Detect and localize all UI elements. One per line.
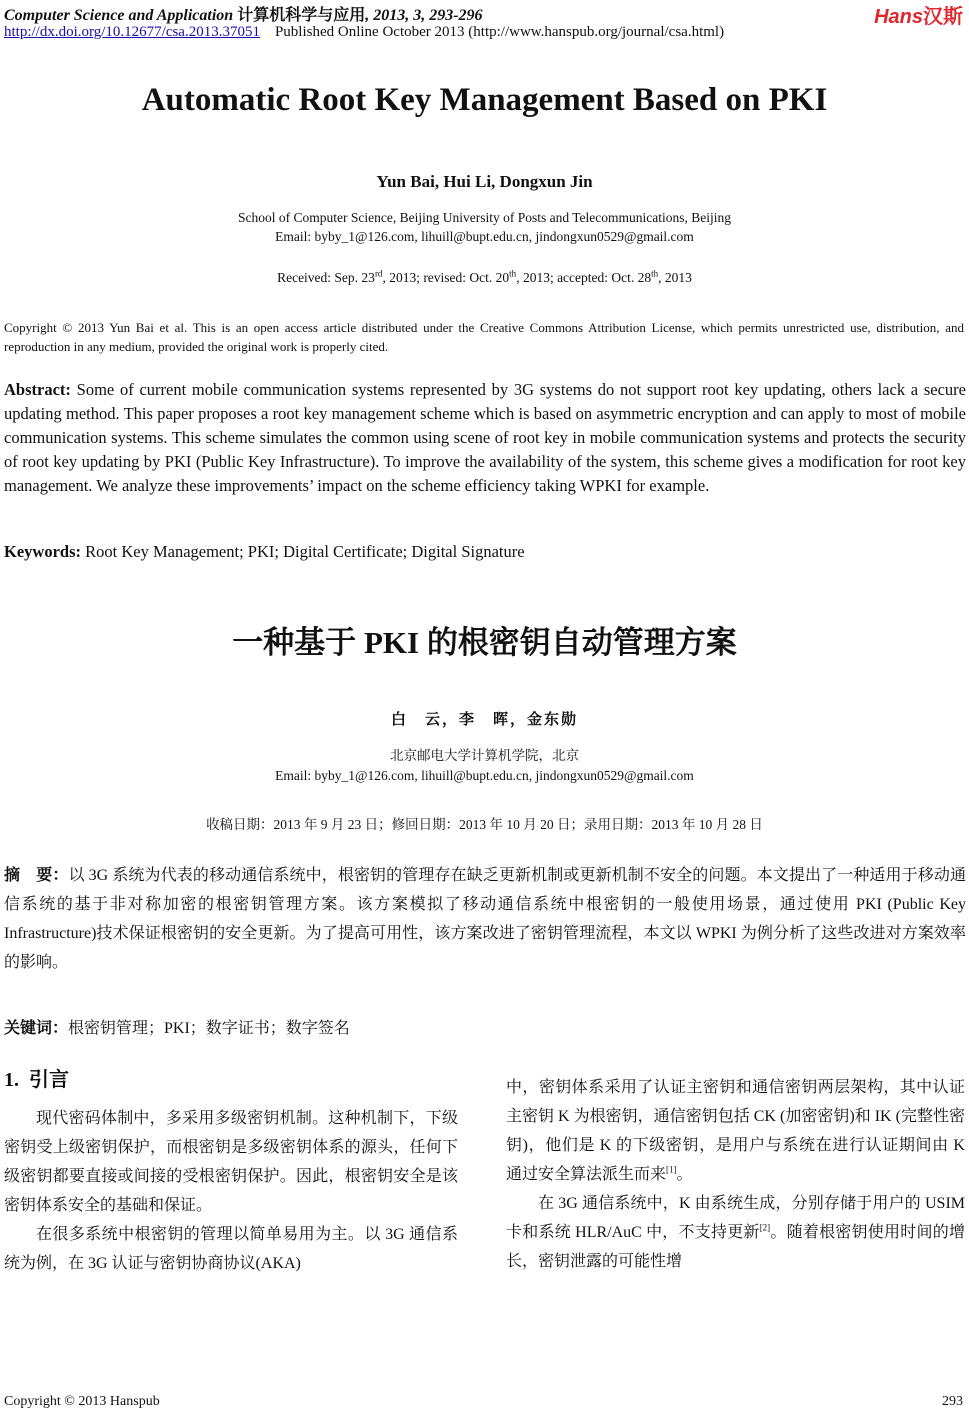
paragraph: 在很多系统中根密钥的管理以简单易用为主。以 3G 通信系统为例，在 3G 认证与密钥协商协议(AKA) — [4, 1226, 458, 1272]
received-text: Received: Sep. 23 — [277, 270, 375, 285]
email-en: Email: byby_1@126.com, lihuill@bupt.edu.cn, jindongxun0529@gmail.com — [275, 229, 694, 244]
paper-title-cn — [0, 617, 969, 662]
keywords-label-en: Keywords: — [4, 542, 81, 561]
paragraph — [506, 1189, 965, 1276]
affiliation-en: School of Computer Science, Beijing University of Posts and Telecommunications, Beijing — [238, 210, 731, 225]
title-cn-part-a: 一种基于 — [232, 625, 357, 661]
abstract-en — [4, 378, 966, 498]
abstract-label-cn: 摘 要： — [4, 865, 69, 884]
keywords-text-en: Root Key Management; PKI; Digital Certificate; Digital Signature — [85, 542, 525, 561]
authors-cn: 白 云，李 晖，金东勋 — [390, 712, 578, 728]
abstract-cn — [4, 860, 966, 977]
ordinal-suffix: th — [651, 268, 659, 279]
ordinal-suffix: rd — [374, 268, 383, 279]
abstract-text-cn: 以 3G 系统为代表的移动通信系统中，根密钥的管理存在缺乏更新机制或更新机制不安全的问题。本文提出了一种适用于移动通信系统的基于非对称加密的根密钥管理方案。该方案模拟了移动通信系统中根密钥的一般使用场景，通过使用 PKI (Public Key Infrastructure)技术保证根密钥的安全更新。为了提高可用性，该方案改进了密钥管理流程，本文以 WPKI 为例分析了这些改进对方案效率的影响。 — [4, 867, 966, 971]
title-cn-part-b: 的根密钥自动管理方案 — [426, 625, 737, 661]
doi-line — [4, 24, 724, 41]
journal-name-en: Computer Science and Application — [4, 7, 234, 24]
received-dates-en — [0, 270, 969, 286]
paragraph-end: 。 — [676, 1166, 693, 1183]
citation-ref[interactable]: [2] — [759, 1222, 771, 1233]
journal-header — [4, 2, 483, 25]
paragraph — [506, 1073, 965, 1189]
publisher-logo — [874, 0, 963, 29]
paper-title-en: Automatic Root Key Management Based on PKI — [141, 82, 828, 118]
accepted-text: , 2013; accepted: Oct. 28 — [516, 270, 652, 285]
dates-cn: 收稿日期：2013 年 9 月 23 日；修回日期：2013 年 10 月 20 日；录用日期：2013 年 10 月 28 日 — [206, 817, 763, 832]
citation-ref[interactable]: [1] — [666, 1164, 677, 1175]
doi-link[interactable]: http://dx.doi.org/10.12677/csa.2013.37051 — [4, 24, 260, 40]
keywords-en — [4, 542, 525, 562]
abstract-text-en: Some of current mobile communication systems represented by 3G systems do not support root key updating, others lack a secure updating method. This paper proposes a root key management scheme which is based on asymmetric encryption and can apply to most of mobile communication systems. This scheme simulates the common using scene of root key in mobile communication systems and protects the security of root key updating by PKI (Public Key Infrastructure). To improve the availability of the system, this scheme gives a modification for root key management. We analyze these improvements’ impact on the scheme efficiency taking WPKI for example. — [4, 380, 967, 495]
keywords-label-cn: 关键词： — [4, 1018, 69, 1037]
paragraph: 现代密码体制中，多采用多级密钥机制。这种机制下，下级密钥受上级密钥保护，而根密钥是多级密钥体系的源头，任何下级密钥都要直接或间接的受根密钥保护。因此，根密钥安全是该密钥体系安全的基础和保证。 — [4, 1110, 458, 1214]
paragraph-text: 中，密钥体系采用了认证主密钥和通信密钥两层架构，其中认证主密钥 K 为根密钥，通信密钥包括 CK (加密密钥)和 IK (完整性密钥)，他们是 K 的下级密钥，是用户与系统在进行认证期间由 K 通过安全算法派生而来 — [506, 1079, 965, 1183]
year-text: , 2013 — [658, 270, 692, 285]
published-info: Published Online October 2013 (http://www.hanspub.org/journal/csa.html) — [274, 24, 725, 40]
keywords-cn — [4, 1015, 350, 1038]
page-number: 293 — [942, 1394, 963, 1409]
revised-text: , 2013; revised: Oct. 20 — [382, 270, 510, 285]
body-column-right — [506, 1073, 965, 1276]
affiliation-cn: 北京邮电大学计算机学院，北京 — [390, 748, 579, 763]
title-cn-pki: PKI — [356, 625, 427, 660]
section-number: 1. — [4, 1069, 19, 1091]
paragraph-end: 。随着根密钥使用时间的增长，密钥泄露的可能性增 — [506, 1224, 965, 1270]
section-heading — [4, 1063, 69, 1092]
keywords-text-cn: 根密钥管理；PKI；数字证书；数字签名 — [68, 1020, 350, 1037]
volume-info: , 2013, 3, 293-296 — [365, 7, 483, 24]
email-cn: Email: byby_1@126.com, lihuill@bupt.edu.cn, jindongxun0529@gmail.com — [275, 768, 694, 783]
logo-text-cn: 汉斯 — [923, 6, 963, 28]
body-column-left — [4, 1104, 458, 1278]
footer-copyright: Copyright © 2013 Hanspub — [4, 1394, 160, 1409]
authors-en: Yun Bai, Hui Li, Dongxun Jin — [376, 172, 593, 191]
journal-name-cn: 计算机科学与应用 — [237, 7, 366, 24]
logo-text-en: Hans — [874, 6, 923, 28]
ordinal-suffix: th — [509, 268, 517, 279]
abstract-label-en: Abstract: — [4, 380, 71, 399]
affiliation-block-en — [0, 208, 969, 246]
copyright-notice: Copyright © 2013 Yun Bai et al. This is an open access article distributed under the Creative Commons Attribution License, which permits unrestricted use, distribution, and reproduction in any medium, provided the original work is properly cited. — [4, 320, 964, 354]
section-title: 引言 — [29, 1067, 69, 1091]
affiliation-block-cn — [0, 746, 969, 786]
paragraph-text: 在 3G 通信系统中，K 由系统生成，分别存储于用户的 USIM 卡和系统 HLR/AuC 中，不支持更新 — [506, 1195, 965, 1241]
